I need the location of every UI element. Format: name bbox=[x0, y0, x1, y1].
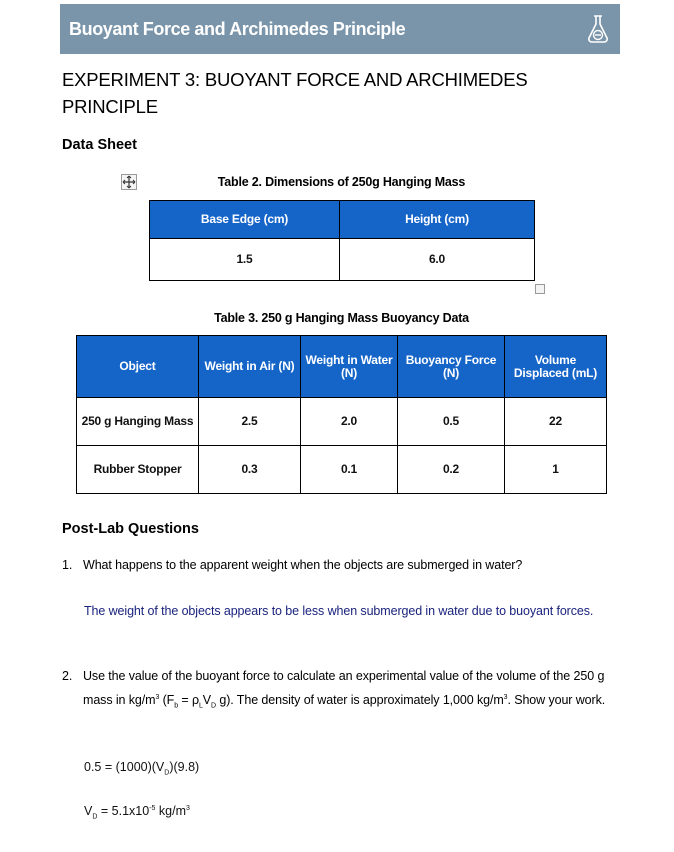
table3-cell: 22 bbox=[505, 398, 607, 446]
table3-header-object: Object bbox=[77, 336, 199, 398]
post-lab-heading: Post-Lab Questions bbox=[62, 521, 199, 537]
table2-header-base-edge: Base Edge (cm) bbox=[150, 201, 340, 239]
table-row bbox=[77, 398, 607, 446]
table3-header-buoyancy: Buoyancy Force (N) bbox=[398, 336, 505, 398]
question-1 bbox=[62, 555, 622, 576]
work-line-1: $0.5 = (1000)(V_D)(9.8)$ bbox=[84, 760, 200, 777]
work-line-2: $V_D = 5.1x10^{-5}$ $kg/m^3$ bbox=[84, 804, 190, 821]
experiment-title: EXPERIMENT 3: BUOYANT FORCE AND ARCHIMEDES PRINCIPLE bbox=[62, 69, 528, 117]
table3-cell: 1 bbox=[505, 446, 607, 494]
question-2 bbox=[62, 666, 622, 717]
table3-cell: 2.0 bbox=[301, 398, 398, 446]
question-number: 1. bbox=[62, 558, 73, 572]
table3-header-weight-water: Weight in Water (N) bbox=[301, 336, 398, 398]
table3-caption: Table 3. 250 g Hanging Mass Buoyancy Data bbox=[214, 311, 469, 325]
question-text: Use the value of the buoyant force to calculate an experimental value of the volume of the 250 g mass in $kg/m^3$ ($F_b = \rho_LV_D$ g). The density of water is approximately 1,000 $kg/m^3$. Show your work. bbox=[83, 669, 606, 710]
table2-cell-height: 6.0 bbox=[340, 239, 535, 281]
table3-cell: 0.1 bbox=[301, 446, 398, 494]
table3-cell: 0.3 bbox=[199, 446, 301, 494]
table3-cell: Rubber Stopper bbox=[77, 446, 199, 494]
table3-header-volume: Volume Displaced (mL) bbox=[505, 336, 607, 398]
flask-icon bbox=[584, 14, 612, 44]
table2 bbox=[149, 200, 535, 281]
table2-cell-base-edge: 1.5 bbox=[150, 239, 340, 281]
header-banner bbox=[60, 4, 620, 54]
table-resize-handle[interactable] bbox=[535, 284, 545, 294]
data-sheet-heading: Data Sheet bbox=[62, 137, 137, 153]
table2-header-height: Height (cm) bbox=[340, 201, 535, 239]
table3-cell: 0.2 bbox=[398, 446, 505, 494]
table3-header-weight-air: Weight in Air (N) bbox=[199, 336, 301, 398]
question-number: 2. bbox=[62, 669, 73, 683]
answer-1: The weight of the objects appears to be less when submerged in water due to buoyant forces. bbox=[84, 604, 594, 618]
table2-caption: Table 2. Dimensions of 250g Hanging Mass bbox=[217, 175, 466, 189]
table-move-handle-icon[interactable] bbox=[121, 174, 137, 190]
table-row bbox=[77, 446, 607, 494]
table3-cell: 2.5 bbox=[199, 398, 301, 446]
table3-cell: 0.5 bbox=[398, 398, 505, 446]
banner-title: Buoyant Force and Archimedes Principle bbox=[69, 19, 406, 39]
table3-cell: 250 g Hanging Mass bbox=[77, 398, 199, 446]
table3 bbox=[76, 335, 607, 494]
question-text: What happens to the apparent weight when the objects are submerged in water? bbox=[83, 558, 523, 572]
